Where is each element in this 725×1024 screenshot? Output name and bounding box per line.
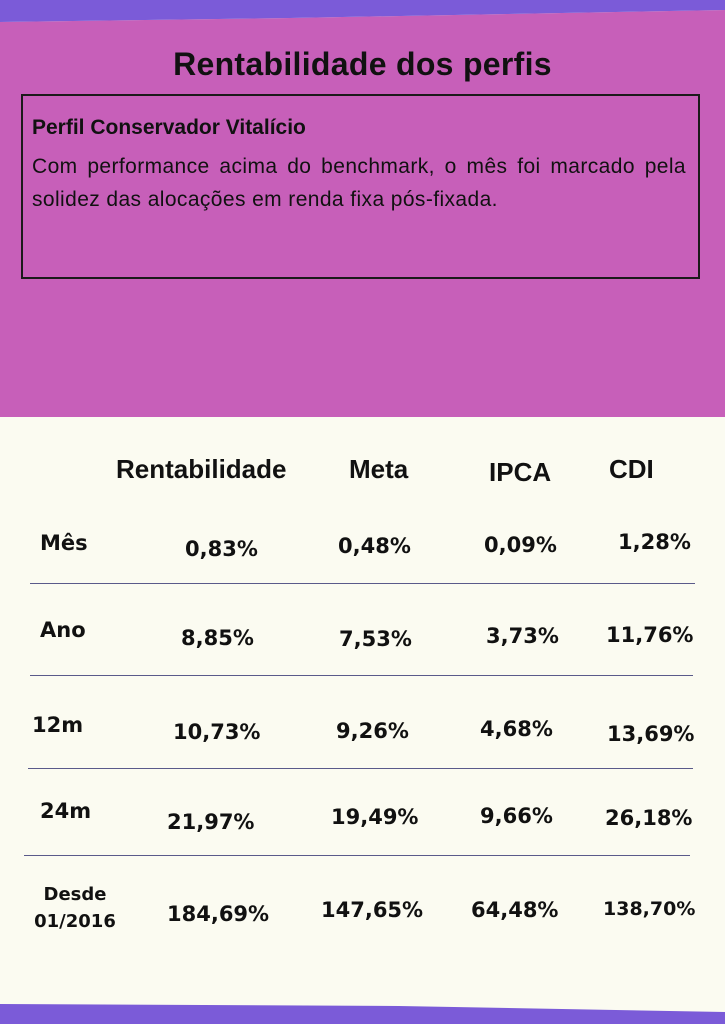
table-cell: 26,18%	[605, 806, 693, 830]
table-cell: 13,69%	[607, 722, 695, 746]
table-cell: 8,85%	[181, 626, 254, 650]
row-label-12m: 12m	[32, 713, 84, 737]
table-cell: 7,53%	[339, 627, 412, 651]
table-cell: 21,97%	[167, 810, 255, 834]
profile-box	[21, 94, 700, 279]
row-label-desde-line2: 01/2016	[34, 911, 116, 932]
row-label-desde	[30, 881, 120, 935]
row-label-desde-line1: Desde	[43, 884, 107, 905]
table-cell: 9,26%	[336, 719, 409, 743]
row-label-ano: Ano	[40, 618, 86, 642]
table-cell: 64,48%	[471, 898, 559, 922]
table-cell: 147,65%	[321, 898, 424, 922]
column-header-rentabilidade: Rentabilidade	[116, 454, 287, 484]
table-cell: 0,09%	[484, 533, 557, 557]
column-header-ipca: IPCA	[489, 457, 552, 487]
row-label-mes: Mês	[40, 531, 88, 555]
table-cell: 10,73%	[173, 720, 261, 744]
table-cell: 9,66%	[480, 804, 553, 828]
row-divider	[30, 583, 695, 584]
bottom-accent-strip	[0, 1004, 725, 1024]
column-header-meta: Meta	[349, 454, 409, 484]
profile-name: Perfil Conservador Vitalício	[32, 116, 306, 139]
profile-description: Com performance acima do benchmark, o mês foi marcado pela solidez das alocações em renda fixa pós-fixada.	[32, 155, 686, 211]
table-cell: 1,28%	[618, 530, 691, 554]
page-title: Rentabilidade dos perfis	[173, 46, 552, 82]
table-cell: 3,73%	[486, 624, 559, 648]
table-cell: 184,69%	[167, 902, 270, 926]
table-cell: 0,48%	[338, 534, 411, 558]
row-divider	[28, 768, 693, 769]
table-cell: 4,68%	[480, 717, 553, 741]
column-header-cdi: CDI	[609, 454, 654, 484]
table-cell: 0,83%	[185, 537, 258, 561]
table-cell: 19,49%	[331, 805, 419, 829]
table-cell: 138,70%	[603, 898, 696, 920]
table-cell: 11,76%	[606, 623, 694, 647]
row-label-24m: 24m	[40, 799, 92, 823]
row-divider	[30, 675, 693, 676]
row-divider	[24, 855, 690, 856]
